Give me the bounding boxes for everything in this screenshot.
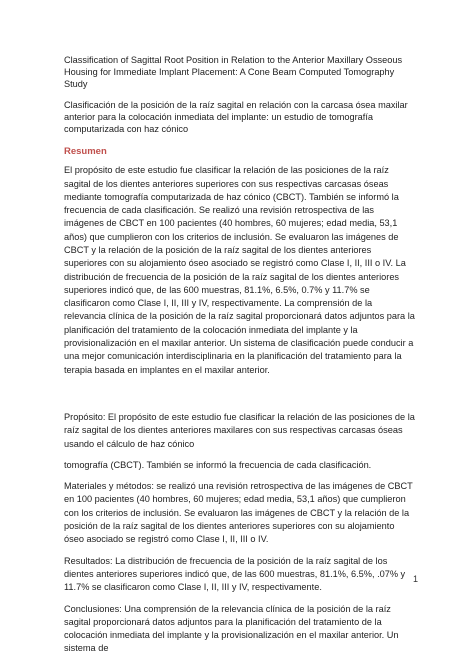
page-content (64, 54, 416, 664)
abstract-body: El propósito de este estudio fue clasificar la relación de las posiciones de la raíz sagital de los dientes anteriores superiores con sus respectivas carcasas óseas mediante tomografía computarizada de haz cónico (CBCT). También se informó la frecuencia de cada clasificación. Se realizó una revisión retrospectiva de las imágenes de CBCT en 100 pacientes (40 hombres, 60 mujeres; edad media, 53,1 años) que cumplieron con los criterios de inclusión. Se evaluaron las imágenes de CBCT y la relación de la posición de la raíz sagital de los dientes anteriores superiores con su alojamiento óseo asociado se registró como Clase I, II, III o IV. La distribución de frecuencia de la posición de la raíz sagital de los dientes anteriores superiores indicó que, de las 600 muestras, 81.1%, 6.5%, 0.7% y 11.7% se clasificaron como Clase I, II, III y IV, respectivamente. La comprensión de la relevancia clínica de la posición de la raíz sagital proporcionará datos adjuntos para la planificación del tratamiento de la colocación inmediata del implante y la provisionalización en el maxilar anterior. Un sistema de clasificación puede conducir a una mejor comunicación interdisciplinaria en la planificación del tratamiento para la terapia basada en implantes en el maxilar anterior. (64, 165, 415, 375)
section-spacer (64, 377, 416, 411)
english-title: Classification of Sagittal Root Position in Relation to the Anterior Maxillary Osseous Housing for Immediate Implant Placement: A Cone Beam Computed Tomography Study (64, 55, 403, 90)
spanish-title: Clasificación de la posición de la raíz sagital en relación con la carcasa ósea maxilar anterior para la colocación inmediata del implante: un estudio de tomografía computarizada con haz cónico (64, 99, 408, 135)
conclusions-paragraph: Conclusiones: Una comprensión de la relevancia clínica de la posición de la raíz sagital proporcionará datos adjuntos para la planificación del tratamiento de la colocación inmediata del implante y la provisionalización en el maxilar anterior. Un sistema de (64, 603, 399, 654)
page-number: 1 (412, 574, 418, 584)
abstract-heading: Resumen (64, 146, 107, 158)
methods-paragraph: Materiales y métodos: se realizó una revisión retrospectiva de las imágenes de CBCT en 100 pacientes (40 hombres, 60 mujeres; edad media, 53,1 años) que cumplieron con los criterios de inclusión. Se evaluaron las imágenes de CBCT y la relación de la posición de la raíz sagital de los dientes anteriores superiores con su alojamiento óseo asociado se registró como Clase I, II, III o IV. (64, 481, 413, 545)
purpose-continuation: tomografía (CBCT). También se informó la frecuencia de cada clasificación. (64, 459, 372, 470)
purpose-paragraph: Propósito: El propósito de este estudio fue clasificar la relación de las posiciones de la raíz sagital de los dientes anteriores maxilares con sus respectivas carcasas óseas usando el cálculo de haz cónico (64, 411, 415, 449)
results-paragraph: Resultados: La distribución de frecuencia de la posición de la raíz sagital de los dientes anteriores superiores indicó que, de las 600 muestras, 81.1%, 6.5%, .07% y 11.7% se clasificaron como Clase I, II, III y IV, respectivamente. (64, 555, 406, 593)
